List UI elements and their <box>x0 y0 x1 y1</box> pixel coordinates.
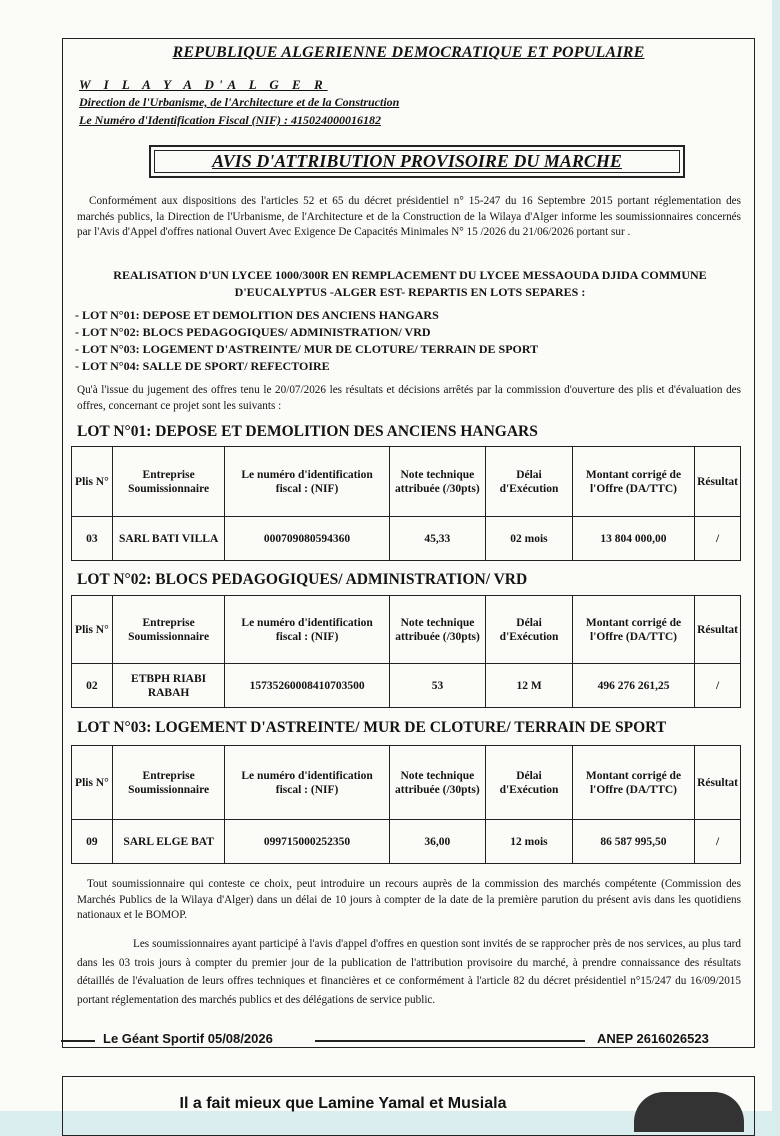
cell-delai: 12 mois <box>486 820 573 864</box>
header-note: Note technique attribuée (/30pts) <box>389 447 485 517</box>
wilaya-heading: W I L A Y A D'A L G E R <box>79 77 328 92</box>
cell-nif: 099715000252350 <box>225 820 389 864</box>
footer-rule-left <box>61 1040 95 1042</box>
header-delai: Délai d'Exécution <box>486 596 573 664</box>
project-title <box>75 267 745 301</box>
cell-nif: 000709080594360 <box>225 517 389 561</box>
cell-montant: 496 276 261,25 <box>572 664 694 708</box>
cell-resultat: / <box>695 517 741 561</box>
header-plis: Plis N° <box>72 596 113 664</box>
lot-1-table <box>71 446 741 561</box>
header-plis: Plis N° <box>72 746 113 820</box>
next-article-headline: Il a fait mieux que Lamine Yamal et Musiala <box>179 1095 507 1112</box>
cell-resultat: / <box>695 664 741 708</box>
lot-list-item: - LOT N°03: LOGEMENT D'ASTREINTE/ MUR DE CLOTURE/ TERRAIN DE SPORT <box>75 342 539 356</box>
cell-entreprise: SARL BATI VILLA <box>112 517 225 561</box>
project-title-line-2: D'EUCALYPTUS -ALGER EST- REPARTIS EN LOTS SEPARES : <box>234 285 586 299</box>
cell-nif: 15735260008410703500 <box>225 664 389 708</box>
lot-2-table <box>71 595 741 708</box>
header-delai: Délai d'Exécution <box>486 447 573 517</box>
nif-heading: Le Numéro d'Identification Fiscal (NIF) : 415024000016182 <box>79 113 381 127</box>
judgement-paragraph: Qu'à l'issue du jugement des offres tenu le 20/07/2026 les résultats et décisions arrêtés par la commission d'ouverture des plis et d'évaluation des offres, concernant ce projet sont les suivants : <box>77 384 741 412</box>
lots-list <box>75 307 538 375</box>
header-nif: Le numéro d'identification fiscal : (NIF) <box>225 746 389 820</box>
header-entreprise: Entreprise Soumissionnaire <box>112 447 225 517</box>
next-article-box <box>62 1076 755 1136</box>
notice-title-box <box>149 145 685 178</box>
cell-note: 45,33 <box>389 517 485 561</box>
lot-list-item: - LOT N°02: BLOCS PEDAGOGIQUES/ ADMINISTRATION/ VRD <box>75 325 431 339</box>
header-resultat: Résultat <box>695 596 741 664</box>
header-nif: Le numéro d'identification fiscal : (NIF) <box>225 447 389 517</box>
header-note: Note technique attribuée (/30pts) <box>389 746 485 820</box>
header-resultat: Résultat <box>695 447 741 517</box>
header-delai: Délai d'Exécution <box>486 746 573 820</box>
cell-plis: 03 <box>72 517 113 561</box>
cell-note: 36,00 <box>389 820 485 864</box>
table-header-row <box>72 447 741 517</box>
header-montant: Montant corrigé de l'Offre (DA/TTC) <box>572 746 694 820</box>
lot-3-title: LOT N°03: LOGEMENT D'ASTREINTE/ MUR DE CLOTURE/ TERRAIN DE SPORT <box>77 719 667 736</box>
cell-note: 53 <box>389 664 485 708</box>
header-nif: Le numéro d'identification fiscal : (NIF) <box>225 596 389 664</box>
notice-title: AVIS D'ATTRIBUTION PROVISOIRE DU MARCHE <box>154 150 680 173</box>
lot-1-title: LOT N°01: DEPOSE ET DEMOLITION DES ANCIENS HANGARS <box>77 423 538 440</box>
republic-heading: REPUBLIQUE ALGERIENNE DEMOCRATIQUE ET POPULAIRE <box>172 44 645 61</box>
footer-anep: ANEP 2616026523 <box>597 1031 709 1046</box>
project-title-line-1: REALISATION D'UN LYCEE 1000/300R EN REMPLACEMENT DU LYCEE MESSAOUDA DJIDA COMMUNE <box>113 268 707 282</box>
cell-plis: 09 <box>72 820 113 864</box>
cell-resultat: / <box>695 820 741 864</box>
cell-entreprise: SARL ELGE BAT <box>112 820 225 864</box>
cell-delai: 02 mois <box>486 517 573 561</box>
header-resultat: Résultat <box>695 746 741 820</box>
direction-heading: Direction de l'Urbanisme, de l'Architecture et de la Construction <box>79 95 400 109</box>
header-montant: Montant corrigé de l'Offre (DA/TTC) <box>572 447 694 517</box>
table-row <box>72 517 741 561</box>
table-row <box>72 664 741 708</box>
header-note: Note technique attribuée (/30pts) <box>389 596 485 664</box>
header-plis: Plis N° <box>72 447 113 517</box>
header-entreprise: Entreprise Soumissionnaire <box>112 746 225 820</box>
cell-entreprise: ETBPH RIABI RABAH <box>112 664 225 708</box>
lot-list-item: - LOT N°01: DEPOSE ET DEMOLITION DES ANCIENS HANGARS <box>75 308 439 322</box>
article-photo <box>634 1092 744 1132</box>
footer-source: Le Géant Sportif 05/08/2026 <box>103 1031 273 1046</box>
notice-frame <box>62 38 755 1048</box>
recours-paragraph: Tout soumissionnaire qui conteste ce choix, peut introduire un recours auprès de la commission des marchés compétente (Commission des Marchés Publics de la Wilaya d'Alger) dans un délai de 10 jours à compter de la date de la première parution du présent avis dans les quotidiens nationaux et le BOMOP. <box>77 878 741 921</box>
cell-montant: 13 804 000,00 <box>572 517 694 561</box>
intro-paragraph: Conformément aux dispositions des l'articles 52 et 65 du décret présidentiel n° 15-247 du 16 Septembre 2015 portant réglementation des marchés publics, la Direction de l'Urbanisme, de l'Architecture et de la Construction de la Wilaya d'Alger informe les soumissionnaires concernés par l'Avis d'Appel d'offres national Ouvert Avec Exigence De Capacités Minimales N° 15 /2026 du 21/06/2026 portant sur . <box>77 195 741 238</box>
footer-rule-middle <box>315 1040 585 1042</box>
header-montant: Montant corrigé de l'Offre (DA/TTC) <box>572 596 694 664</box>
cell-delai: 12 M <box>486 664 573 708</box>
lot-3-table <box>71 745 741 864</box>
header-entreprise: Entreprise Soumissionnaire <box>112 596 225 664</box>
table-row <box>72 820 741 864</box>
table-header-row <box>72 746 741 820</box>
lot-2-title: LOT N°02: BLOCS PEDAGOGIQUES/ ADMINISTRATION/ VRD <box>77 571 528 588</box>
cell-plis: 02 <box>72 664 113 708</box>
cell-montant: 86 587 995,50 <box>572 820 694 864</box>
lot-list-item: - LOT N°04: SALLE DE SPORT/ REFECTOIRE <box>75 359 330 373</box>
invitation-paragraph: Les soumissionnaires ayant participé à l'avis d'appel d'offres en question sont invités de se rapprocher près de nos services, au plus tard dans les 03 trois jours à compter du premier jour de la publication de l'attribution provisoire du marché, à prendre connaissance des résultats détaillés de l'évaluation de leurs offres techniques et financières et ce conformément à l'article 82 du décret présidentiel n°15/247 du 16/09/2015 portant réglementation des marchés publics et des délégations de service public. <box>77 938 741 1006</box>
table-header-row <box>72 596 741 664</box>
